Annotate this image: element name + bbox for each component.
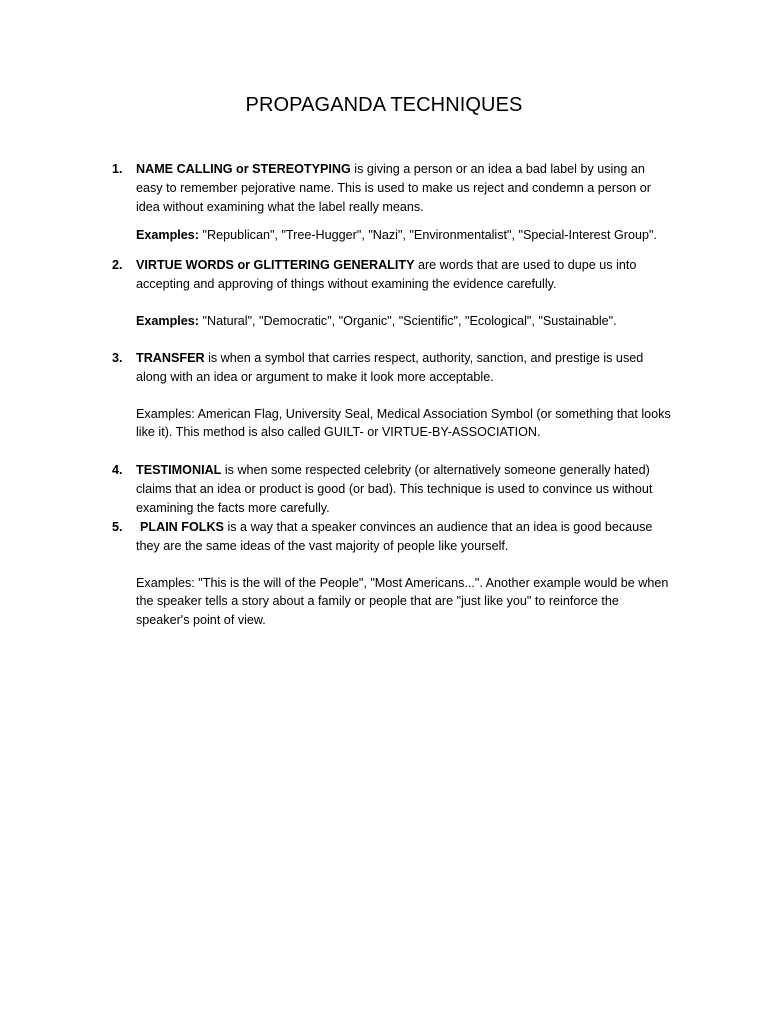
item-description	[136, 461, 672, 517]
list-item-virtue-words	[112, 256, 672, 330]
item-number: 2.	[112, 258, 123, 272]
item-examples	[136, 226, 672, 245]
item-term: TRANSFER	[136, 351, 205, 365]
list-item-plain-folks	[112, 518, 672, 630]
item-description	[136, 518, 672, 556]
list-item-transfer	[112, 349, 672, 442]
item-examples: Examples: "This is the will of the People", "Most Americans...". Another example would be when the speaker tells a story about a family or people that are "just like you" to reinforce the speaker's point of view.	[136, 575, 669, 628]
item-text: is giving a person or an idea a bad label by using an easy to remember pejorative name. This is used to make us reject and condemn a person or idea without examining what the label really means.	[136, 162, 651, 214]
item-term: NAME CALLING or STEREOTYPING	[136, 162, 351, 176]
item-examples	[136, 312, 672, 331]
item-description	[136, 256, 672, 294]
item-text: is when a symbol that carries respect, authority, sanction, and prestige is used along with an idea or argument to make it look more acceptable.	[136, 351, 644, 384]
list-item-name-calling	[112, 160, 672, 245]
item-text: are words that are used to dupe us into accepting and approving of things without examining the evidence carefully.	[136, 258, 637, 291]
item-number: 5.	[112, 520, 123, 534]
item-term: VIRTUE WORDS or GLITTERING GENERALITY	[136, 258, 415, 272]
item-number: 1.	[112, 162, 123, 176]
item-examples: Examples: American Flag, University Seal, Medical Association Symbol (or something that looks like it). This method is also called GUILT- or VIRTUE-BY-ASSOCIATION.	[136, 406, 671, 440]
item-description	[136, 349, 672, 387]
item-description	[136, 160, 672, 216]
item-text: is when some respected celebrity (or alternatively someone generally hated) claims that an idea or product is good (or bad). This technique is used to convince us without examining the facts more carefully.	[136, 463, 653, 515]
item-term: TESTIMONIAL	[136, 463, 222, 477]
list-item-testimonial	[112, 461, 672, 517]
item-number: 3.	[112, 351, 123, 365]
item-text: is a way that a speaker convinces an audience that an idea is good because they are the same ideas of the vast majority of people like yourself.	[136, 520, 653, 553]
item-number: 4.	[112, 463, 123, 477]
examples-label: Examples:	[136, 228, 199, 243]
examples-text: "Natural", "Democratic", "Organic", "Scientific", "Ecological", "Sustainable".	[199, 313, 617, 328]
examples-label: Examples:	[136, 313, 199, 328]
item-term: PLAIN FOLKS	[140, 520, 224, 534]
page-title: PROPAGANDA TECHNIQUES	[245, 94, 523, 116]
examples-text: "Republican", "Tree-Hugger", "Nazi", "Environmentalist", "Special-Interest Group".	[199, 228, 657, 243]
